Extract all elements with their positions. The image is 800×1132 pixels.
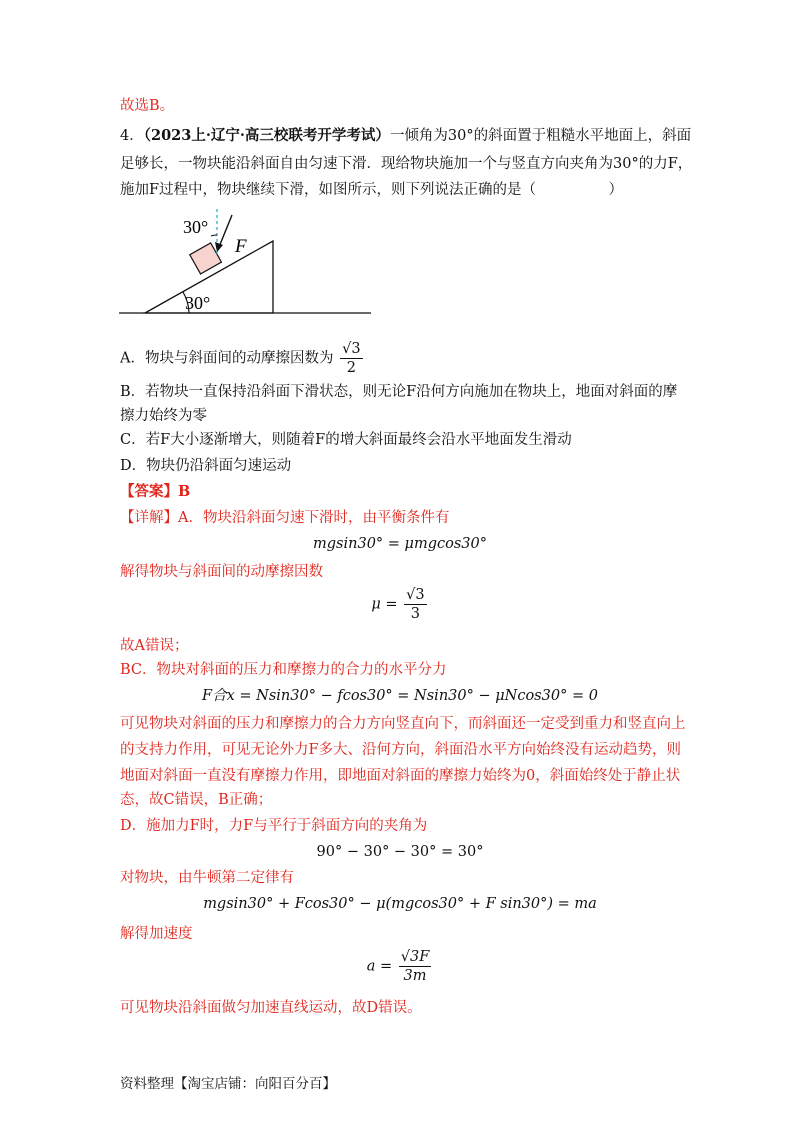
- equation-6-fraction: [399, 948, 432, 985]
- question-stem-1: 一倾角为30°的斜面置于粗糙水平地面上，斜面: [389, 128, 692, 144]
- explain-a-intro: 【详解】A．物块沿斜面匀速下滑时，由平衡条件有: [120, 510, 450, 526]
- equation-6-denominator: 3m: [403, 968, 427, 984]
- option-a-numerator: √3: [342, 341, 361, 357]
- option-a-text: A．物块与斜面间的动摩擦因数为: [120, 350, 334, 367]
- question-line-3: 施加F过程中，物块继续下滑，如图所示，则下列说法正确的是（ ）: [120, 182, 624, 198]
- explain-d-conclusion: 可见物块沿斜面做匀加速直线运动，故D错误。: [120, 1000, 422, 1016]
- equation-2-denominator: 3: [410, 606, 420, 622]
- incline-figure: [115, 205, 375, 327]
- explain-bc-p2: 的支持力作用，可见无论外力F多大、沿何方向，斜面沿水平方向始终没有运动趋势，则: [120, 742, 682, 758]
- option-b-line-1: B．若物块一直保持沿斜面下滑状态，则无论F沿何方向施加在物块上，地面对斜面的摩: [120, 384, 678, 400]
- equation-2: [0, 586, 800, 623]
- explain-d-intro: D．施加力F时，力F与平行于斜面方向的夹角为: [120, 818, 428, 834]
- explain-bc-p3: 地面对斜面一直没有摩擦力作用，即地面对斜面的摩擦力始终为0，斜面始终处于静止状: [120, 768, 681, 784]
- option-b-line-2: 擦力始终为零: [120, 408, 207, 424]
- equation-6-lhs: a =: [366, 958, 393, 975]
- equation-2-fraction: [404, 586, 426, 623]
- question-line-1: [120, 126, 691, 146]
- base-angle-label: 30°: [185, 293, 211, 313]
- equation-2-numerator: √3: [406, 587, 425, 603]
- equation-2-lhs: μ =: [371, 596, 398, 613]
- equation-4: 90° − 30° − 30° = 30°: [316, 844, 484, 860]
- previous-answer-line: 故选B。: [120, 98, 175, 114]
- equation-1: mgsin30° = μmgcos30°: [313, 536, 487, 552]
- explain-bc-p4: 态，故C错误，B正确；: [120, 792, 273, 808]
- option-d: D．物块仍沿斜面匀速运动: [120, 458, 292, 474]
- option-a-denominator: 2: [346, 360, 356, 376]
- explain-a-solve: 解得物块与斜面间的动摩擦因数: [120, 564, 323, 580]
- explain-bc-intro: BC．物块对斜面的压力和摩擦力的合力的水平分力: [120, 662, 447, 678]
- equation-6-numerator: √3F: [400, 949, 430, 965]
- explain-bc-p1: 可见物块对斜面的压力和摩擦力的合力方向竖直向下，而斜面还一定受到重力和竖直向上: [120, 716, 686, 732]
- equation-5: mgsin30° + Fcos30° − μ(mgcos30° + F sin30°) = ma: [203, 896, 597, 912]
- answer-label: 【答案】B: [120, 483, 191, 500]
- question-source: （2023上·辽宁·高三校联考开学考试）: [143, 127, 390, 144]
- explain-d-solve: 解得加速度: [120, 926, 193, 942]
- equation-3: F合x = Nsin30° − fcos30° = Nsin30° − μNcos30° = 0: [202, 688, 598, 704]
- question-number: 4．: [120, 128, 144, 144]
- explain-d-newton: 对物块，由牛顿第二定律有: [120, 870, 294, 886]
- force-arrowhead: [215, 242, 223, 252]
- option-a-fraction: [340, 340, 362, 377]
- option-c: C．若F大小逐渐增大，则随着F的增大斜面最终会沿水平地面发生滑动: [120, 432, 572, 448]
- question-line-2: 足够长，一物块能沿斜面自由匀速下滑．现给物块施加一个与竖直方向夹角为30°的力F，: [120, 156, 693, 172]
- top-angle-label: 30°: [183, 217, 209, 237]
- explain-a-conclusion: 故A错误；: [120, 638, 189, 654]
- option-a: [120, 340, 365, 377]
- page-footer: 资料整理【淘宝店铺：向阳百分百】: [120, 1076, 336, 1092]
- force-arrow-shaft: [219, 215, 232, 247]
- equation-6: [0, 948, 800, 985]
- force-label: F: [235, 236, 247, 257]
